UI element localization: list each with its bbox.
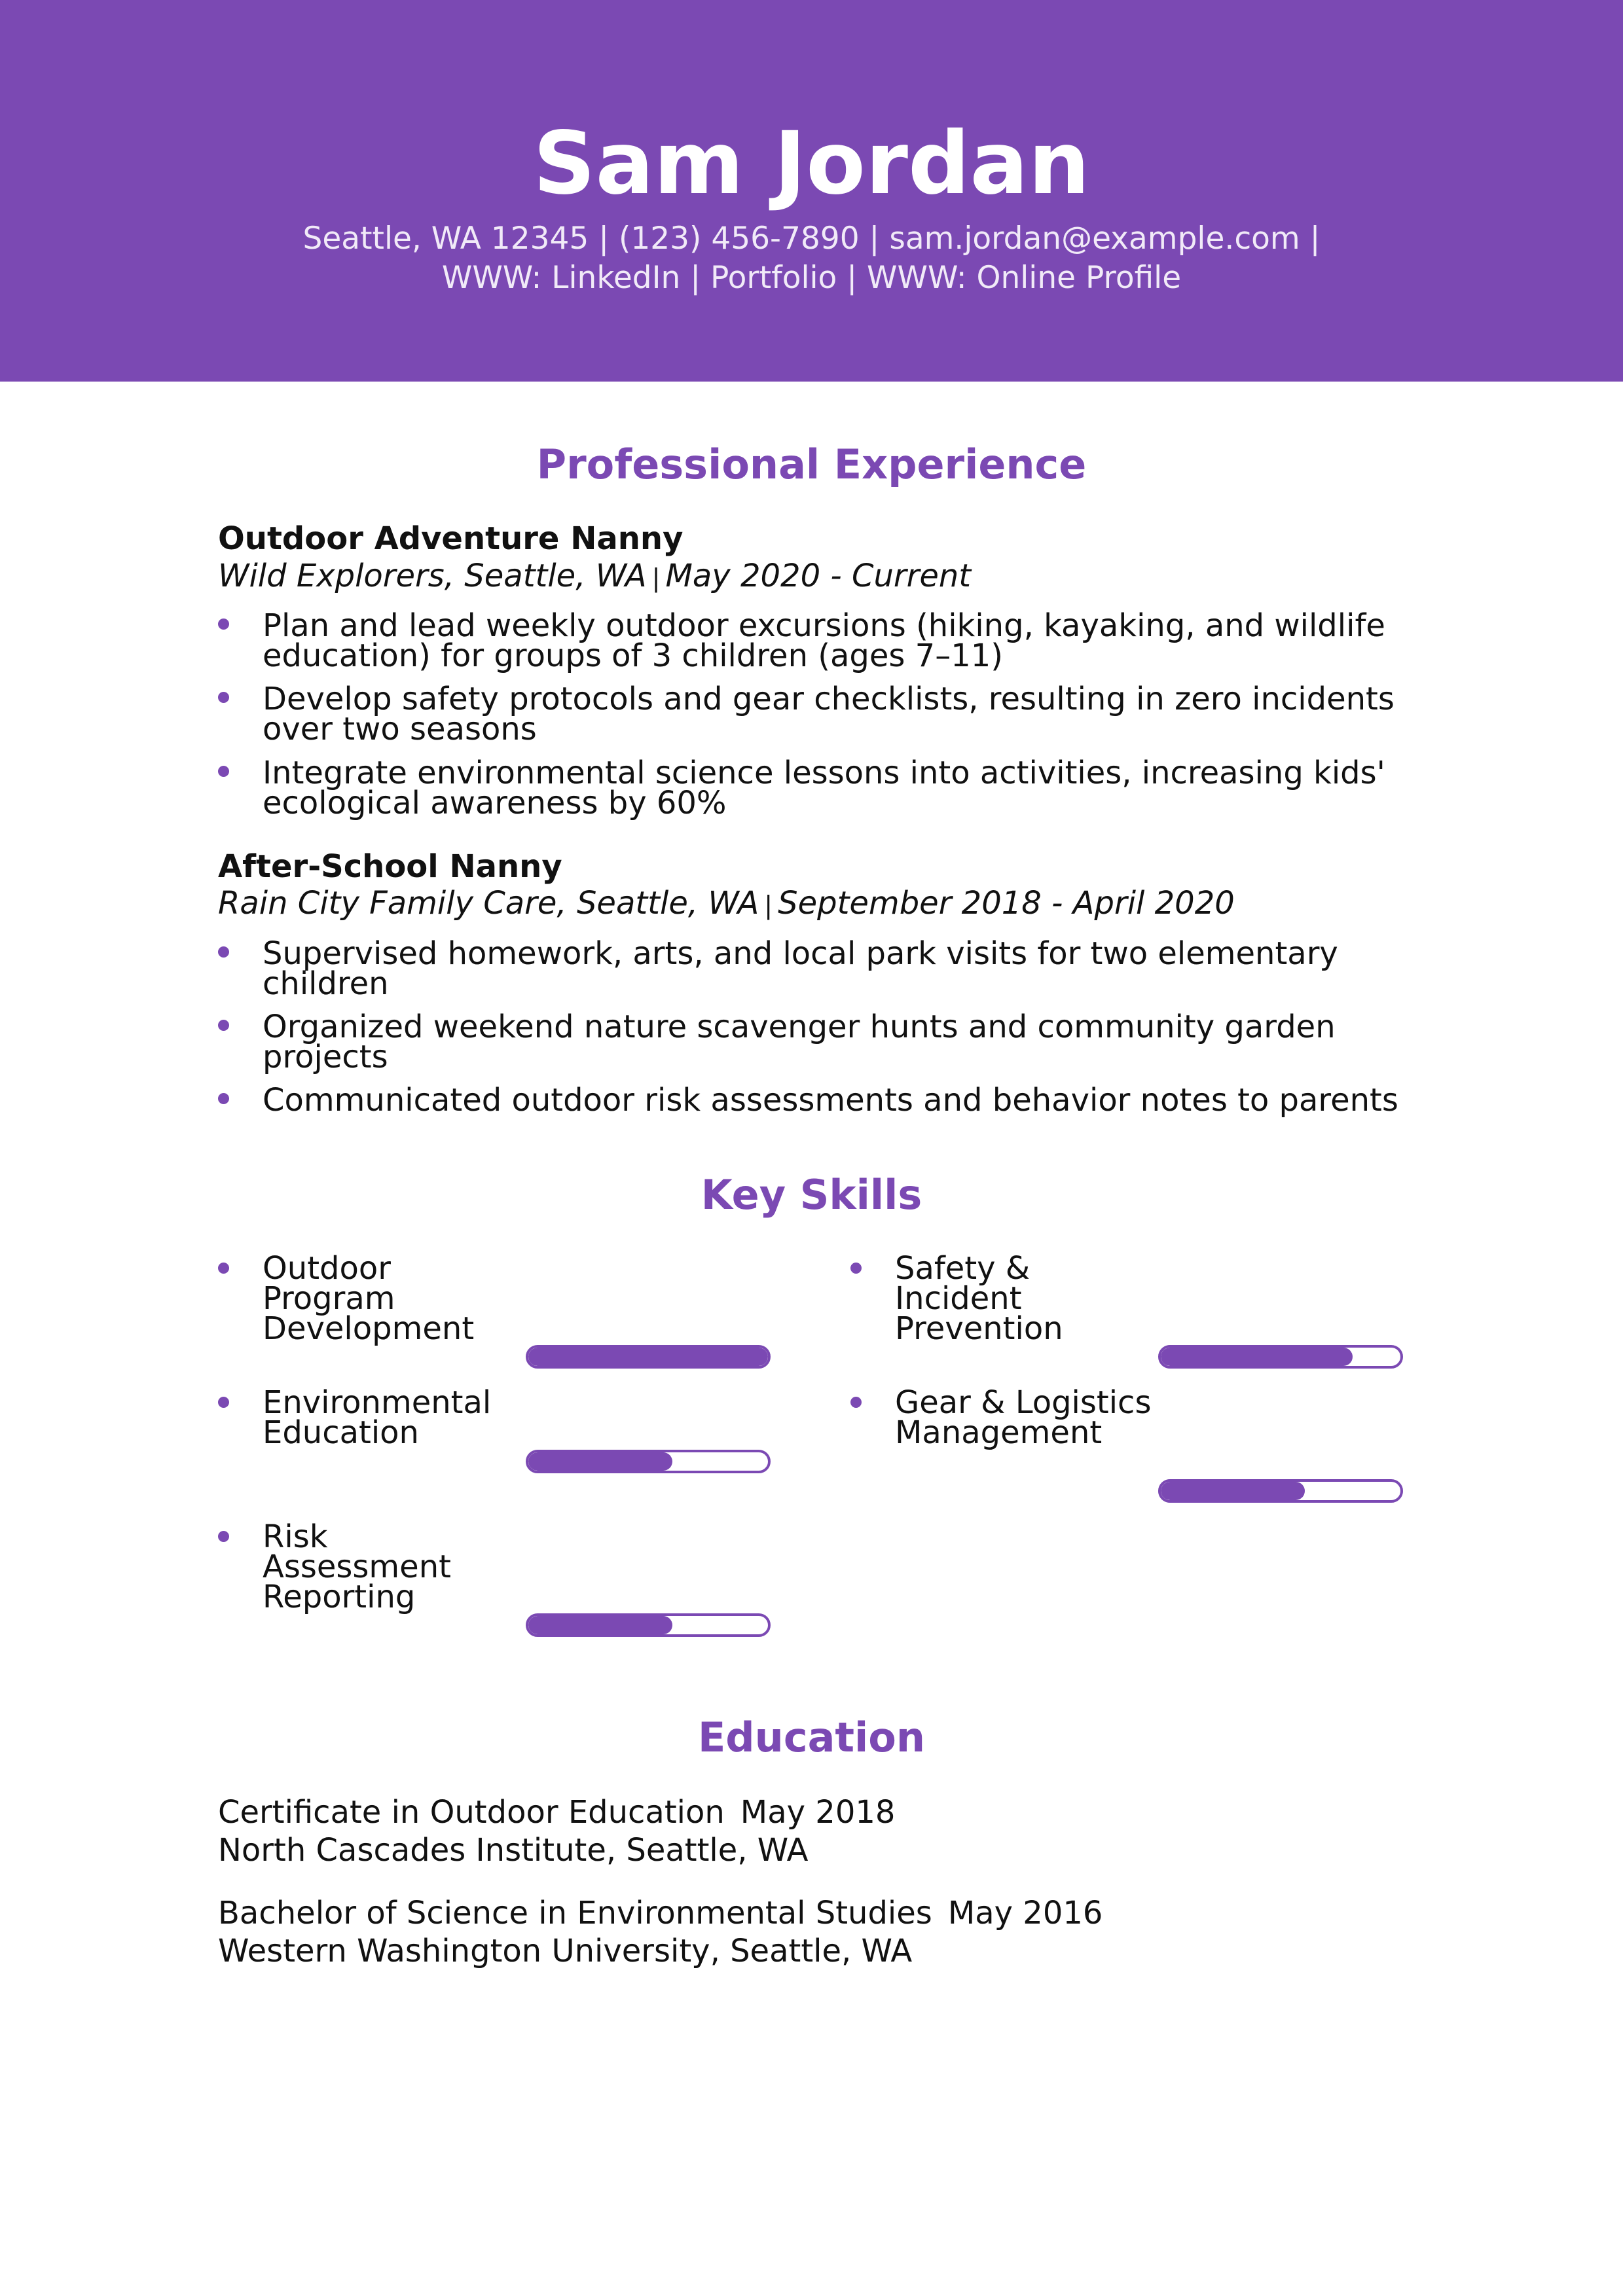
bullet-dot-icon: [218, 1397, 229, 1408]
skill-label: Safety & Incident Prevention: [895, 1250, 1063, 1347]
bullet-dot-icon: [850, 1263, 862, 1274]
list-item: [218, 935, 1415, 1002]
skill-level-bar: [526, 1613, 771, 1637]
education-degree: Certificate in Outdoor Education: [218, 1794, 725, 1831]
bullet-text: Develop safety protocols and gear checklists, resulting in zero incidents over two seasons: [263, 681, 1395, 747]
list-item: [218, 755, 1415, 821]
skill-level-fill: [1161, 1348, 1353, 1366]
skill-label: Outdoor Program Development: [263, 1250, 475, 1347]
job-employer: Rain City Family Care, Seattle, WA: [218, 885, 759, 922]
contact-line-2: WWW: LinkedIn | Portfolio | WWW: Online Profile: [441, 260, 1182, 296]
bullet-text: Plan and lead weekly outdoor excursions (hiking, kayaking, and wildlife education) for groups of 3 children (ages 7–11): [263, 607, 1385, 674]
skill-item: [218, 1250, 775, 1384]
skill-level-bar: [526, 1345, 771, 1369]
skill-item: [218, 1384, 775, 1518]
candidate-name: Sam Jordan: [533, 113, 1090, 214]
skill-item: [850, 1250, 1407, 1384]
bullet-text: Communicated outdoor risk assessments and behavior notes to parents: [263, 1082, 1398, 1119]
skill-level-fill: [528, 1452, 672, 1471]
bullet-dot-icon: [850, 1397, 862, 1408]
list-item: [218, 607, 1415, 674]
education-date: May 2018: [740, 1794, 896, 1831]
section-title-education: Education: [697, 1713, 926, 1761]
bullet-dot-icon: [218, 946, 229, 958]
contact-line-1: Seattle, WA 12345 | (123) 456-7890 | sam.jordan@example.com |: [302, 221, 1321, 257]
skill-level-bar: [526, 1450, 771, 1473]
list-item: [218, 1082, 1415, 1119]
list-item: [218, 681, 1415, 747]
bullet-text: Integrate environmental science lessons into activities, increasing kids' ecological awareness by 60%: [263, 755, 1385, 821]
skill-item: [850, 1384, 1407, 1518]
education-degree-line: [218, 1793, 895, 1831]
job-dates: May 2020 - Current: [665, 558, 972, 594]
bullet-text: Organized weekend nature scavenger hunts and community garden projects: [263, 1009, 1336, 1075]
education-school: Western Washington University, Seattle, WA: [218, 1933, 913, 1969]
job-dates: September 2018 - April 2020: [778, 885, 1235, 922]
section-title-skills: Key Skills: [701, 1171, 922, 1219]
section-title-experience: Professional Experience: [536, 440, 1087, 488]
job-meta: [218, 884, 1235, 925]
list-item: [218, 1009, 1415, 1075]
bullet-text: Supervised homework, arts, and local park visits for two elementary children: [263, 935, 1338, 1002]
skill-label: Environmental Education: [263, 1384, 492, 1451]
skill-level-fill: [528, 1616, 672, 1634]
separator: |: [764, 891, 773, 920]
skill-level-bar: [1158, 1479, 1403, 1503]
education-school: North Cascades Institute, Seattle, WA: [218, 1832, 809, 1869]
skill-label: Gear & Logistics Management: [895, 1384, 1152, 1451]
job-title: Outdoor Adventure Nanny: [218, 520, 684, 557]
bullet-dot-icon: [218, 1093, 229, 1104]
bullet-dot-icon: [218, 692, 229, 703]
education-date: May 2016: [947, 1895, 1103, 1931]
bullet-dot-icon: [218, 1263, 229, 1274]
skill-level-bar: [1158, 1345, 1403, 1369]
contact-info: [0, 219, 1623, 298]
education-entry: [218, 1793, 895, 1869]
job-meta: [218, 556, 971, 598]
skill-level-fill: [528, 1348, 768, 1366]
education-degree: Bachelor of Science in Environmental Studies: [218, 1895, 932, 1931]
skill-level-fill: [1161, 1482, 1305, 1500]
education-entry: [218, 1894, 1103, 1970]
job-title: After-School Nanny: [218, 848, 562, 885]
job-employer: Wild Explorers, Seattle, WA: [218, 558, 647, 594]
bullet-dot-icon: [218, 1020, 229, 1031]
skill-label: Risk Assessment Reporting: [263, 1518, 451, 1615]
skill-item: [218, 1518, 775, 1653]
education-degree-line: [218, 1894, 1103, 1932]
bullet-dot-icon: [218, 1531, 229, 1542]
header-banner: [0, 0, 1623, 382]
separator: |: [651, 564, 661, 592]
bullet-dot-icon: [218, 766, 229, 777]
bullet-dot-icon: [218, 619, 229, 630]
